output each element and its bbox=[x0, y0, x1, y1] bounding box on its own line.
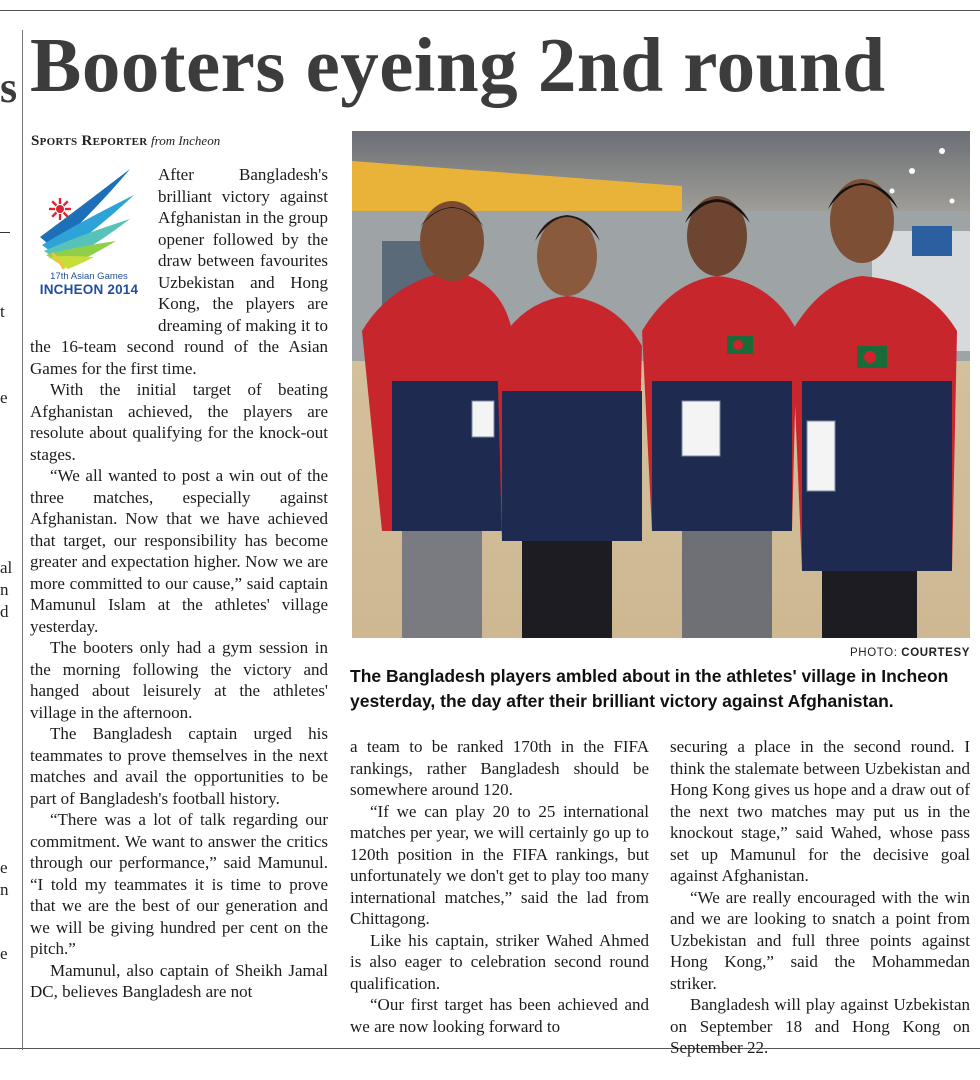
article-column-1 bbox=[30, 164, 328, 1049]
players-photo-illustration bbox=[352, 131, 970, 638]
byline-reporter: Sports Reporter bbox=[31, 133, 148, 149]
article-column-3 bbox=[670, 736, 970, 1057]
article-paragraph: securing a place in the second round. I think the stalemate between Uzbekistan and Hong Kong gives us hope and a draw out of the next two matches may put us in the knockout stage,” said Wahed, whose pass set up Mamunul for the decisive goal against Afghanistan. bbox=[670, 737, 970, 885]
article-paragraph: “There was a lot of talk regarding our commitment. We want to answer the critics through our performance,” said Mamunul. “I told my teammates it is time to prove that we are the best of our generation and we will be giving hundred per cent on the pitch.” bbox=[30, 810, 328, 958]
photo-credit-label: PHOTO: bbox=[850, 647, 898, 659]
article-paragraph: With the initial target of beating Afghanistan achieved, the players are resolute about qualifying for the knock-out stages. bbox=[30, 380, 328, 464]
top-rule bbox=[0, 10, 980, 11]
players-photo bbox=[352, 131, 970, 638]
article-paragraph: “We all wanted to post a win out of the three matches, especially against Afghanistan. Now that we have achieved that target, our responsibility has become greater and expectation higher. Now we are more committed to our cause,” said captain Mamunul Islam at the athletes' village yesterday. bbox=[30, 466, 328, 636]
edge-fragment: n bbox=[0, 880, 9, 899]
photo-credit bbox=[800, 647, 970, 659]
article-paragraph: Like his captain, striker Wahed Ahmed is also eager to celebration second round qualification. bbox=[350, 930, 649, 993]
column-divider bbox=[22, 30, 23, 1050]
logo-caption-event: 17th Asian Games bbox=[50, 271, 128, 282]
headline: Booters eyeing 2nd round bbox=[30, 22, 886, 108]
edge-fragment: al bbox=[0, 558, 13, 577]
photo-caption: The Bangladesh players ambled about in the athletes' village in Incheon yesterday, the day after their brilliant victory against Afghanistan. bbox=[350, 666, 949, 711]
byline-location: from Incheon bbox=[151, 133, 221, 148]
article-paragraph: “Our first target has been achieved and we are now looking forward to bbox=[350, 995, 649, 1036]
photo-credit-name: COURTESY bbox=[901, 647, 970, 659]
byline bbox=[31, 133, 220, 150]
article-paragraph: Mamunul, also captain of Sheikh Jamal DC, believes Bangladesh are not bbox=[30, 960, 328, 1001]
article-paragraph: After Bangladesh's brilliant victory against Afghanistan in the group opener followed by the draw between favourites Uzbekistan and Hong Kong, the players are dreaming of making it to the 16-team second round of the Asian Games for the first time. bbox=[30, 165, 328, 378]
article-paragraph: a team to be ranked 170th in the FIFA rankings, rather Bangladesh should be somewhere around 120. bbox=[350, 737, 649, 799]
edge-fragment: d bbox=[0, 602, 9, 621]
edge-fragment: s bbox=[0, 63, 18, 112]
edge-fragment: e bbox=[0, 944, 8, 963]
logo-caption-title: INCHEON 2014 bbox=[39, 282, 139, 297]
article-paragraph: The booters only had a gym session in the morning following the victory and hanged about leisurely at the athletes' village in the afternoon. bbox=[30, 638, 328, 722]
adjacent-article-edge bbox=[0, 0, 18, 1080]
article-paragraph: Bangladesh will play against Uzbekistan on September 18 and Hong Kong on September 22. bbox=[670, 995, 970, 1057]
article-paragraph: The Bangladesh captain urged his teammates to prove themselves in the next matches and avail the opportunities to be part of Bangladesh's football history. bbox=[30, 724, 328, 808]
article-paragraph: “If we can play 20 to 25 international matches per year, we will certainly go up to 120th position in the FIFA rankings, but unfortunately we don't get to play too many international matches,” said the lad from Chittagong. bbox=[350, 801, 649, 928]
edge-fragment: e bbox=[0, 388, 8, 407]
edge-fragment: t bbox=[0, 302, 5, 321]
article-column-2 bbox=[350, 736, 649, 1049]
edge-dash bbox=[0, 232, 10, 233]
article-paragraph: “We are really encouraged with the win and we are looking to snatch a point from Uzbekistan and full three points against Hong Kong,” said the Mohammedan striker. bbox=[670, 887, 970, 993]
edge-fragment: n bbox=[0, 580, 9, 599]
edge-fragment: e bbox=[0, 858, 8, 877]
